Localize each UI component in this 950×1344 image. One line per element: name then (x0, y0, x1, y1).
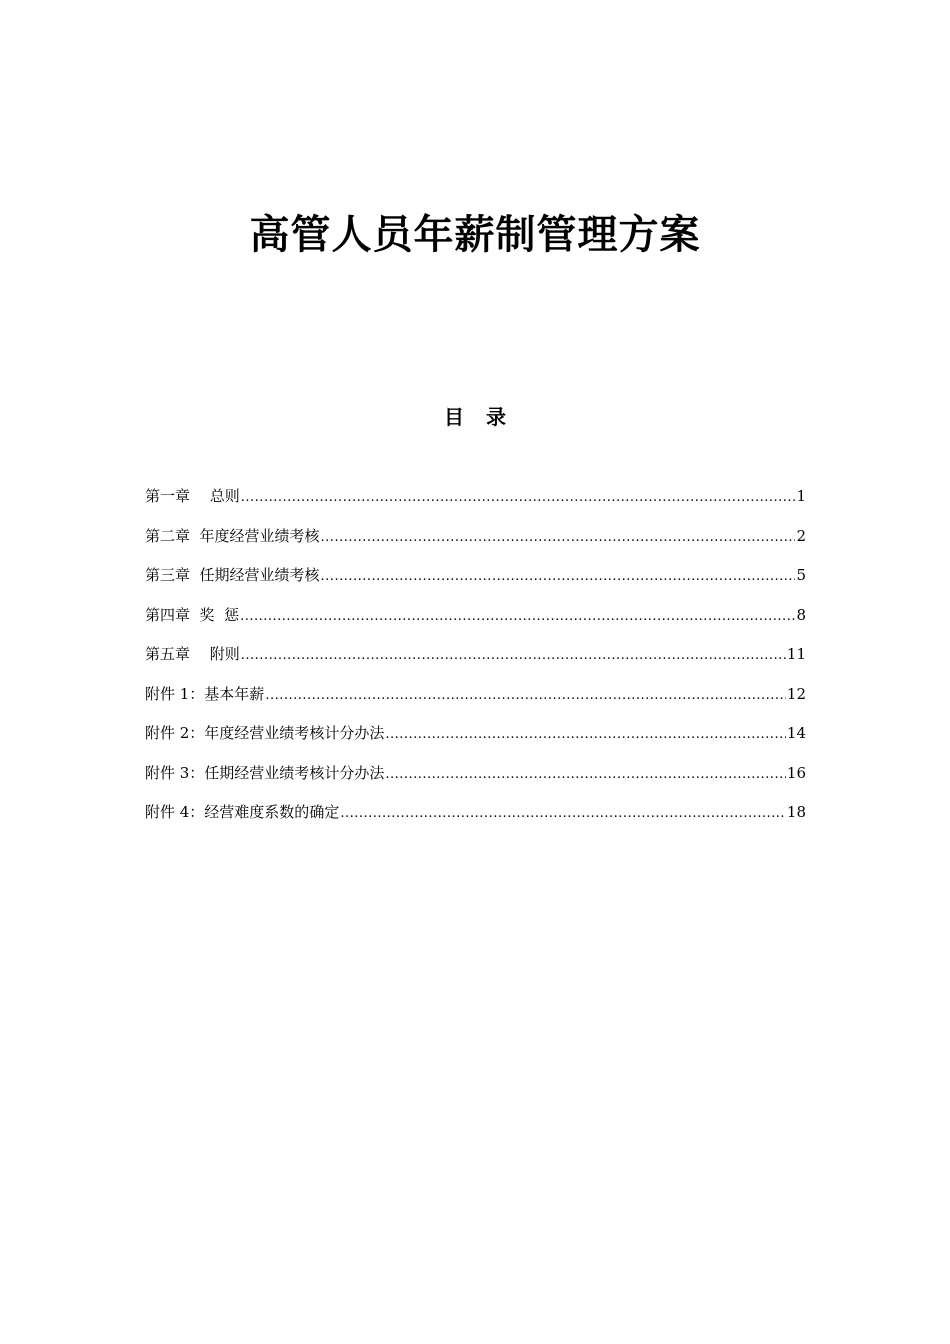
toc-dot-leader (265, 684, 786, 708)
toc-heading: 目录 (444, 405, 528, 429)
toc-entry-page: 5 (796, 566, 806, 584)
toc-entry-label: 附件 1：基本年薪 (145, 684, 265, 703)
toc-entry[interactable] (145, 524, 806, 564)
toc-entry-page: 16 (786, 763, 806, 782)
toc-entry-page: 11 (786, 645, 806, 663)
toc-entry[interactable] (145, 800, 806, 840)
table-of-contents (145, 484, 806, 840)
toc-entry-page: 18 (786, 803, 806, 821)
toc-entry[interactable] (145, 761, 806, 801)
toc-entry-label: 第一章 总则 (145, 487, 240, 505)
toc-entry-page: 14 (786, 724, 806, 742)
toc-entry-label: 第二章 年度经营业绩考核 (145, 526, 320, 545)
toc-entry-label: 第三章 任期经营业绩考核 (145, 566, 320, 584)
toc-entry-label: 附件 2：年度经营业绩考核计分办法 (145, 724, 385, 742)
toc-dot-leader (241, 486, 796, 510)
toc-entry-page: 1 (796, 487, 806, 505)
document-title: 高管人员年薪制管理方案 (249, 211, 701, 258)
toc-entry-page: 8 (796, 605, 806, 624)
toc-entry[interactable] (145, 603, 806, 643)
toc-entry[interactable] (145, 484, 806, 524)
toc-entry[interactable] (145, 642, 806, 682)
toc-entry-page: 2 (796, 526, 806, 545)
toc-dot-leader (385, 763, 786, 787)
toc-dot-leader (321, 565, 796, 589)
toc-dot-leader (340, 802, 786, 826)
toc-entry-label: 第四章 奖 惩 (145, 605, 240, 624)
toc-dot-leader (240, 605, 795, 629)
toc-dot-leader (321, 526, 796, 550)
toc-entry[interactable] (145, 563, 806, 603)
toc-dot-leader (385, 723, 786, 747)
toc-entry[interactable] (145, 682, 806, 722)
toc-entry-label: 附件 4：经营难度系数的确定 (145, 803, 340, 821)
toc-dot-leader (241, 644, 786, 668)
toc-entry-page: 12 (786, 684, 806, 703)
toc-entry[interactable] (145, 721, 806, 761)
toc-entry-label: 第五章 附则 (145, 645, 240, 663)
toc-entry-label: 附件 3：任期经营业绩考核计分办法 (145, 763, 385, 782)
